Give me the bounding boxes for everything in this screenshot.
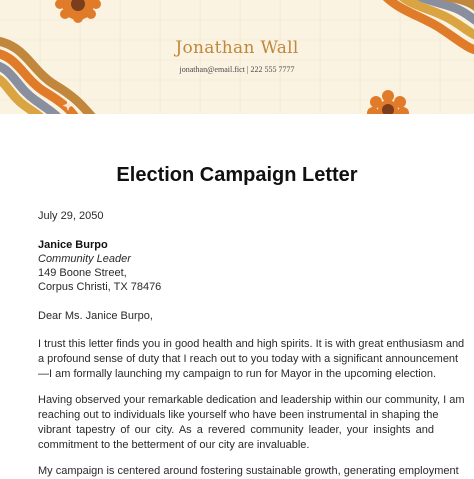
letter-date: July 29, 2050 <box>38 210 104 222</box>
sender-contact: jonathan@email.fict | 222 555 7777 <box>179 65 295 74</box>
salutation: Dear Ms. Janice Burpo, <box>38 310 153 322</box>
paragraph-line: vibrant tapestry of our city. As a revered community leader, your insights and <box>38 424 434 436</box>
paragraph-line: I trust this letter finds you in good health and high spirits. It is with great enthusiasm and <box>38 338 465 350</box>
recipient-address-line2: Corpus Christi, TX 78476 <box>38 281 162 293</box>
paragraph-intro <box>38 337 465 382</box>
paragraph-line: My campaign is centered around fostering sustainable growth, generating employment <box>38 465 459 477</box>
flower-icon <box>55 0 101 23</box>
paragraph-line: commitment to the betterment of our city are invaluable. <box>38 439 310 451</box>
paragraph-line: a profound sense of duty that I reach out to you today with a significant announcement <box>38 353 459 365</box>
sender-name: Jonathan Wall <box>175 38 299 58</box>
paragraph-line: Having observed your remarkable dedication and leadership within our community, I am <box>38 394 465 406</box>
paragraph-line: reaching out to individuals like yourself who have been instrumental in shaping the <box>38 409 439 421</box>
flower-icon <box>367 90 409 114</box>
letterhead <box>0 0 474 114</box>
recipient-role: Community Leader <box>38 253 131 265</box>
paragraph-body <box>38 393 465 453</box>
document-title: Election Campaign Letter <box>116 164 358 186</box>
paragraph-line: —I am formally launching my campaign to run for Mayor in the upcoming election. <box>38 368 437 380</box>
recipient-name: Janice Burpo <box>38 239 108 251</box>
recipient-address-line1: 149 Boone Street, <box>38 267 127 279</box>
